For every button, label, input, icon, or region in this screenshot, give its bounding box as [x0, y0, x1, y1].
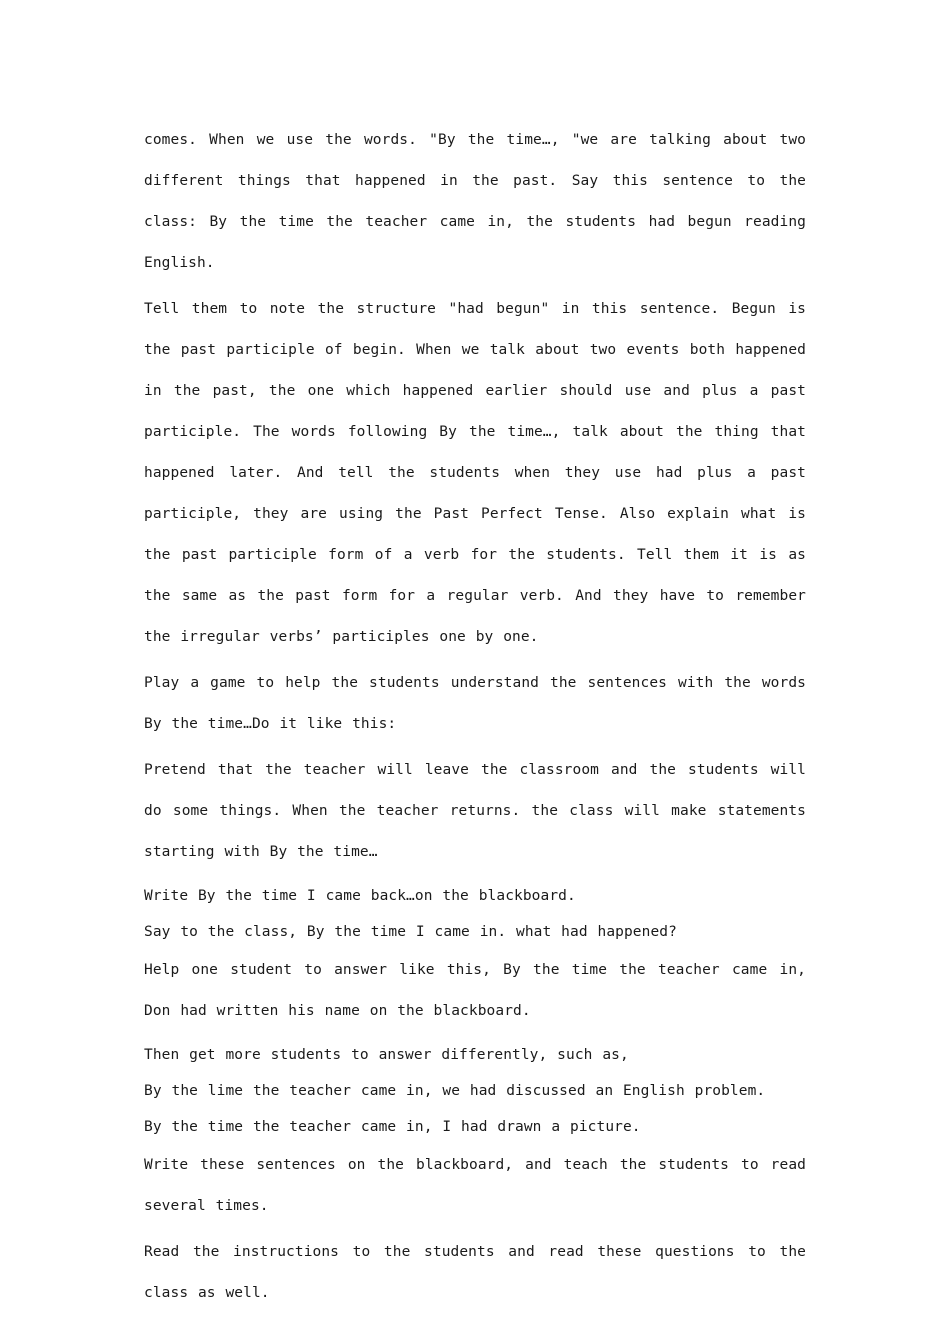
- paragraph-pretend-leave: Pretend that the teacher will leave the classroom and the students will do some things. When the teacher returns. the class will make statements starting with By the time…: [144, 762, 806, 860]
- paragraph-more-students: Then get more students to answer differently, such as,: [144, 1047, 629, 1063]
- paragraph-example-discussed: By the lime the teacher came in, we had discussed an English problem.: [144, 1083, 766, 1099]
- paragraph-say-to-class: Say to the class, By the time I came in. what had happened?: [144, 924, 677, 940]
- paragraph-help-student: Help one student to answer like this, By the time the teacher came in, Don had written his name on the blackboard.: [144, 962, 806, 1019]
- paragraph-example-drawn: By the time the teacher came in, I had drawn a picture.: [144, 1119, 641, 1135]
- paragraph-by-the-time-intro: comes. When we use the words. "By the time…, "we are talking about two different things that happened in the past. Say this sentence to the class: By the time the teacher came in, the students had begun reading English.: [144, 132, 806, 271]
- paragraph-read-instructions: Read the instructions to the students and read these questions to the class as well.: [144, 1244, 806, 1301]
- document-body: [144, 120, 806, 1319]
- paragraph-past-participle-explanation: Tell them to note the structure "had begun" in this sentence. Begun is the past participle of begin. When we talk about two events both happened in the past, the one which happened earlier should use and plus a past participle. The words following By the time…, talk about the thing that happened later. And tell the students when they use had plus a past participle, they are using the Past Perfect Tense. Also explain what is the past participle form of a verb for the students. Tell them it is as the same as the past form for a regular verb. And they have to remember the irregular verbs’ participles one by one.: [144, 301, 806, 645]
- paragraph-write-came-back: Write By the time I came back…on the blackboard.: [144, 888, 576, 904]
- paragraph-game-intro: Play a game to help the students understand the sentences with the words By the time…Do it like this:: [144, 675, 806, 732]
- paragraph-write-sentences: Write these sentences on the blackboard, and teach the students to read several times.: [144, 1157, 806, 1214]
